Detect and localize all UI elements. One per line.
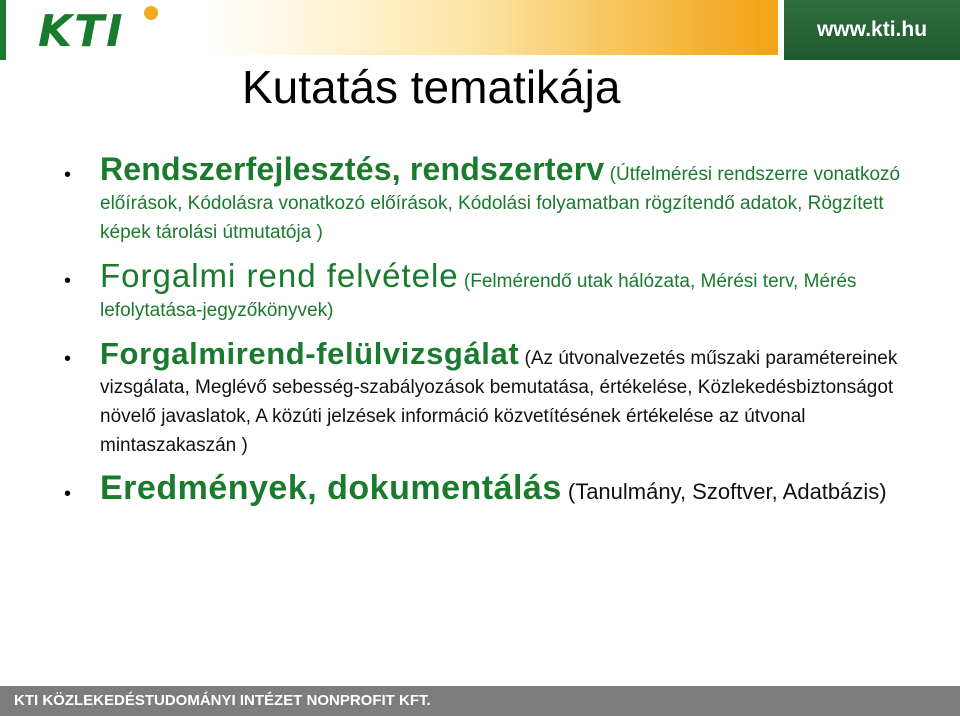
bullet-dot-icon: •	[64, 164, 72, 186]
website-url: www.kti.hu	[784, 0, 960, 60]
list-item	[60, 336, 920, 460]
header-gradient-band	[206, 0, 778, 55]
bullet-description: (Az útvonalvezetés műszaki paramétereinek vizsgálata, Meglévő sebesség-szabályozások bemutatása, értékelése, Közlekedésbiztonságot növelő javaslatok, A közúti jelzések információ közvetítésének értékelése az útvonal mintaszakaszán )	[100, 348, 898, 456]
slide-header	[0, 0, 960, 60]
bullet-dot-icon: •	[64, 348, 72, 370]
list-item	[60, 469, 920, 508]
bullet-heading: Forgalmi rend felvétele	[100, 257, 459, 294]
bullet-heading: Rendszerfejlesztés, rendszerterv	[100, 151, 605, 187]
bullet-description: (Tanulmány, Szoftver, Adatbázis)	[561, 479, 887, 504]
kti-logo	[38, 4, 168, 56]
bullet-description: (Felmérendő utak hálózata, Mérési terv, Mérés lefolytatása-jegyzőkönyvek)	[100, 271, 857, 321]
bullet-heading: Eredmények, dokumentálás	[100, 469, 562, 507]
bullet-dot-icon: •	[64, 270, 72, 292]
slide-footer: KTI KÖZLEKEDÉSTUDOMÁNYI INTÉZET NONPROFIT KFT.	[0, 686, 960, 716]
list-item	[60, 151, 920, 247]
list-item	[60, 257, 920, 325]
bullet-dot-icon: •	[64, 483, 72, 505]
header-stripe	[0, 0, 6, 60]
logo-dot-icon	[144, 6, 158, 20]
page-title: Kutatás tematikája	[242, 61, 621, 113]
topic-list	[60, 151, 920, 508]
logo-text: KTI	[38, 6, 125, 57]
bullet-heading: Forgalmirend-felülvizsgálat	[100, 336, 520, 371]
bullet-description: (Útfelmérési rendszerre vonatkozó előírások, Kódolásra vonatkozó előírások, Kódolási folyamatban rögzítendő adatok, Rögzített képek tárolási útmutatója )	[100, 164, 901, 243]
